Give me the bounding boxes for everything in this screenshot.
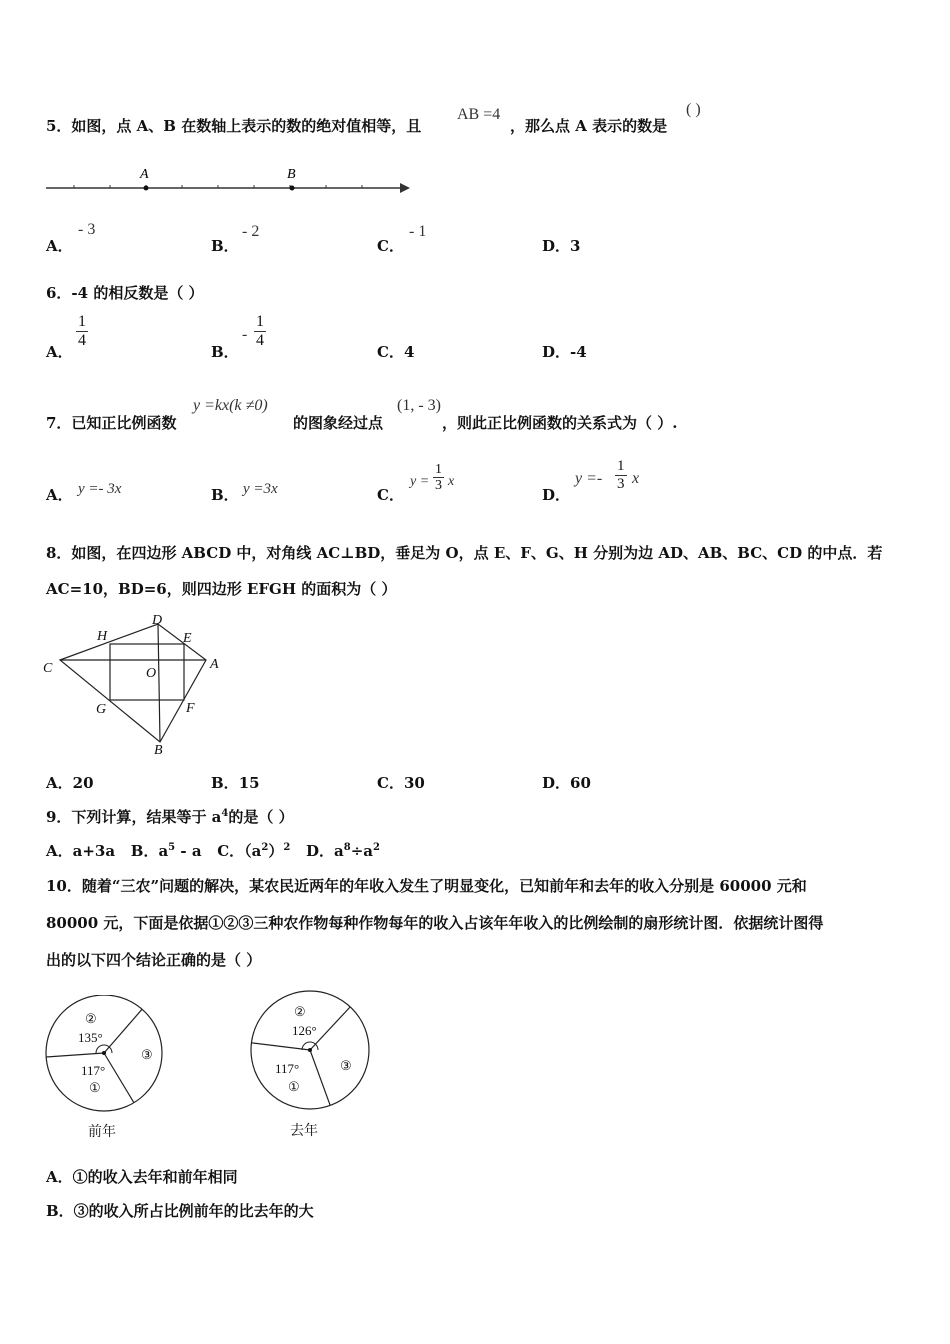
q6-stem: 6．-4 的相反数是（ ） xyxy=(46,284,204,302)
q6-option-a[interactable]: A． xyxy=(46,343,73,361)
q7-text-c: ，则此正比例函数的关系式为（ ）. xyxy=(442,414,678,432)
vertex-e-label: E xyxy=(183,631,192,646)
q6-option-b-sign: - xyxy=(242,326,248,343)
q7-formula-1: y =kx(k ≠0) xyxy=(193,397,268,414)
q6-option-b-fraction: $\frac{1}{4}$ xyxy=(256,313,264,349)
q8-line-1: 8．如图，在四边形 ABCD 中，对角线 AC⊥BD，垂足为 O，点 E、F、G、H 分别为边 AD、AB、BC、CD 的中点．若 xyxy=(46,544,883,562)
pie-chart-previous-year xyxy=(40,995,174,1145)
q7-formula-2: (1, - 3) xyxy=(397,397,441,414)
pie-1-slice-boundary-3 xyxy=(104,1053,134,1103)
q5-formula: AB =4 xyxy=(457,106,501,123)
q7-option-a[interactable]: A． xyxy=(46,486,73,504)
q7-option-c-fraction: $\frac{1}{3}$ xyxy=(435,462,442,494)
q5-option-b-value: - 2 xyxy=(242,223,260,240)
q7-option-c-pre: y = xyxy=(410,474,430,489)
q9-option-a[interactable]: A．a+3a xyxy=(46,842,116,860)
q10-option-b[interactable]: B．③的收入所占比例前年的比去年的大 xyxy=(46,1202,314,1220)
pie-1-slice-boundary-1 xyxy=(46,1053,104,1057)
q5-option-a-value: - 3 xyxy=(78,221,96,238)
pie-1-angle-2: 135° xyxy=(78,1030,103,1045)
q5-text-b: ，那么点 A 表示的数是 xyxy=(510,117,668,135)
quadrilateral-figure xyxy=(40,608,240,758)
pie-2-region-1: ① xyxy=(288,1079,300,1094)
point-b xyxy=(290,186,295,191)
pie-1-region-1: ① xyxy=(89,1080,101,1095)
q9-stem: 9．下列计算，结果等于 $a^4$的是（ ） xyxy=(46,808,294,826)
q7-text-a: 7．已知正比例函数 xyxy=(46,414,177,432)
q6-option-b[interactable]: B． xyxy=(211,343,239,361)
q10-line-3: 出的以下四个结论正确的是（ ） xyxy=(46,951,262,969)
point-a xyxy=(144,186,149,191)
q9-options xyxy=(46,840,380,861)
q7-option-d-fraction: $\frac{1}{3}$ xyxy=(617,458,625,492)
q5-option-d[interactable]: D．3 xyxy=(542,237,581,255)
q10-line-1: 10．随着“三农”问题的解决，某农民近两年的年收入发生了明显变化，已知前年和去年的收入分别是 60000 元和 xyxy=(46,877,807,895)
q8-option-d[interactable]: D．60 xyxy=(542,774,591,792)
vertex-h-label: H xyxy=(97,629,108,644)
q9-option-d[interactable]: D．$a^8\div a^2$ xyxy=(306,842,380,860)
q5-text-a: 5．如图，点 A、B 在数轴上表示的数的绝对值相等，且 xyxy=(46,117,422,135)
vertex-g-label: G xyxy=(96,702,107,717)
q7-option-a-value: y =- 3x xyxy=(78,481,122,497)
q5-option-b[interactable]: B． xyxy=(211,237,239,255)
q7-option-d[interactable]: D． xyxy=(542,486,571,504)
vertex-f-label: F xyxy=(186,701,195,716)
q9-option-c[interactable]: C．$(a^2)^2$ xyxy=(217,842,291,860)
q8-option-c[interactable]: C．30 xyxy=(377,774,425,792)
q8-option-a[interactable]: A．20 xyxy=(46,774,94,792)
pie-1-caption: 前年 xyxy=(88,1125,116,1140)
pie-2-region-3: ③ xyxy=(340,1058,352,1073)
vertex-a-label: A xyxy=(210,657,219,672)
q10-line-2: 80000 元，下面是依据①②③三种农作物每种作物每年的收入占该年年收入的比例绘制的扇形统计图．依据统计图得 xyxy=(46,914,824,932)
pie-2-center xyxy=(308,1048,312,1052)
q5-option-a[interactable]: A． xyxy=(46,237,73,255)
q6-option-c[interactable]: C．4 xyxy=(377,343,415,361)
pie-2-caption: 去年 xyxy=(290,1124,318,1139)
q10-option-a[interactable]: A．①的收入去年和前年相同 xyxy=(46,1168,238,1186)
q6-option-a-fraction: $\frac{1}{4}$ xyxy=(78,313,86,349)
pie-2-angle-2: 126° xyxy=(292,1023,317,1038)
q8-line-2: AC=10，BD=6，则四边形 EFGH 的面积为（ ） xyxy=(46,580,397,598)
pie-chart-last-year xyxy=(246,990,380,1145)
q6-option-d[interactable]: D．-4 xyxy=(542,343,587,361)
q7-option-b-value: y =3x xyxy=(243,481,278,497)
pie-2-slice-boundary-3 xyxy=(310,1050,330,1105)
pie-1-angle-1: 117° xyxy=(81,1063,106,1078)
q9-option-b[interactable]: B．$a^5$ - a xyxy=(130,842,202,860)
vertex-b-label: B xyxy=(154,743,163,758)
number-line-figure xyxy=(40,160,420,200)
q5-option-c-value: - 1 xyxy=(409,223,427,240)
pie-2-angle-1: 117° xyxy=(275,1061,300,1076)
number-line-arrow xyxy=(400,183,410,193)
q7-text-b: 的图象经过点 xyxy=(293,414,384,432)
pie-1-center xyxy=(102,1051,106,1055)
q7-option-d-pre: y =- xyxy=(575,470,603,487)
vertex-c-label: C xyxy=(43,661,53,676)
point-a-label: A xyxy=(140,167,149,182)
diagonal-bd xyxy=(158,624,160,742)
q7-option-d-post: x xyxy=(632,470,640,487)
q7-option-b[interactable]: B． xyxy=(211,486,239,504)
q7-option-c[interactable]: C． xyxy=(377,486,404,504)
point-b-label: B xyxy=(287,167,296,182)
q7-option-c-post: x xyxy=(448,474,455,489)
q5-stem xyxy=(46,115,421,136)
vertex-d-label: D xyxy=(152,613,163,628)
pie-2-region-2: ② xyxy=(294,1004,306,1019)
q5-option-c[interactable]: C． xyxy=(377,237,404,255)
q5-paren: ( ) xyxy=(686,101,701,118)
vertex-o-label: O xyxy=(146,666,157,681)
pie-1-region-3: ③ xyxy=(141,1047,153,1062)
pie-1-slice-boundary-2 xyxy=(104,1009,142,1053)
pie-1-region-2: ② xyxy=(85,1011,97,1026)
pie-2-slice-boundary-1 xyxy=(251,1043,310,1050)
q8-option-b[interactable]: B．15 xyxy=(211,774,260,792)
